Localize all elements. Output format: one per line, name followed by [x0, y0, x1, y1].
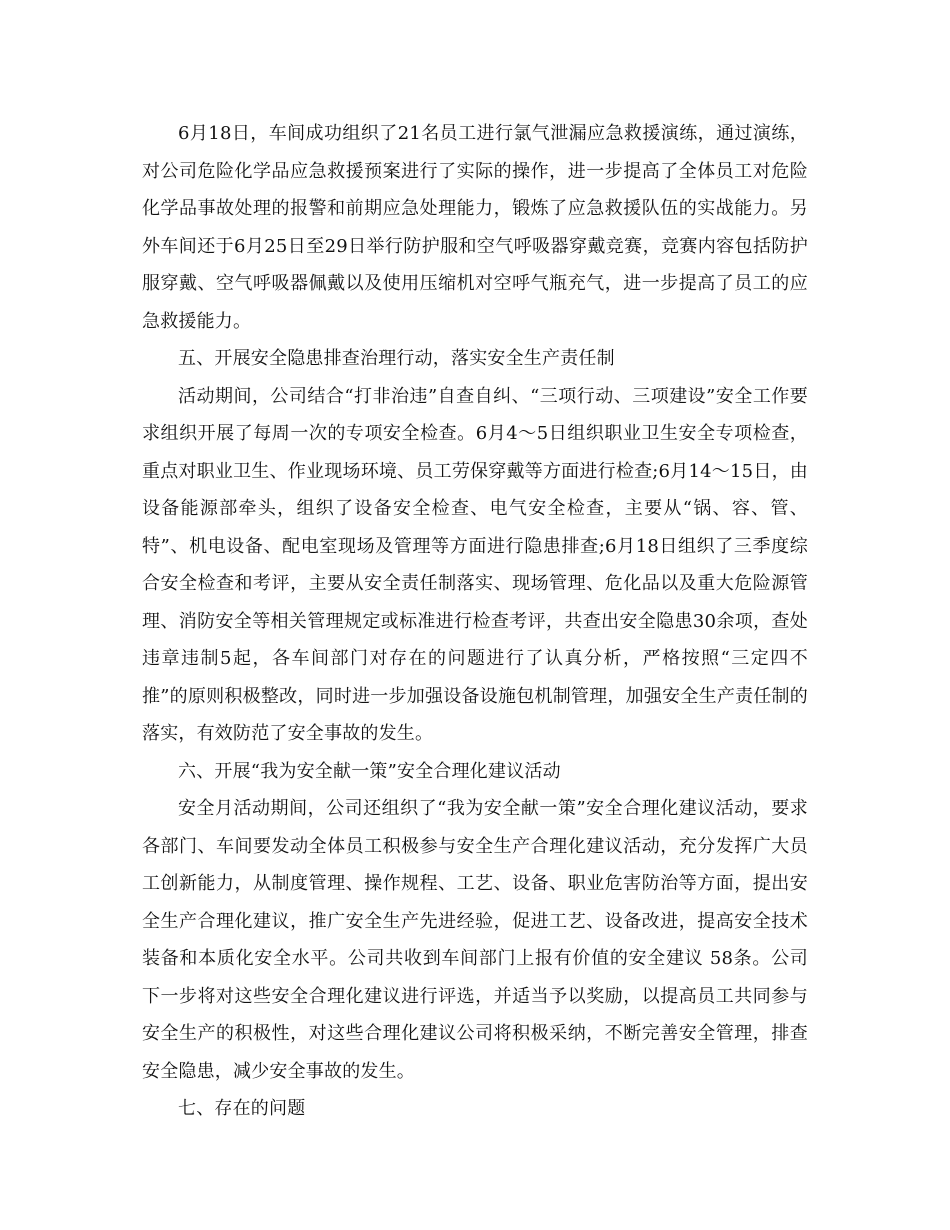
paragraph-drill-report: 6月18日，车间成功组织了21名员工进行氯气泄漏应急救援演练，通过演练，对公司危险化学品应急救援预案进行了实际的操作，进一步提高了全体员工对危险化学品事故处理的报警和前期应急处理能力，锻炼了应急救援队伍的实战能力。另外车间还于6月25日至29日举行防护服和空气呼吸器穿戴竞赛，竞赛内容包括防护服穿戴、空气呼吸器佩戴以及使用压缩机对空呼气瓶充气，进一步提高了员工的应急救援能力。 [142, 123, 808, 332]
section-heading-existing-problems: 七、存在的问题 [178, 1098, 306, 1119]
section-heading-hazard-inspection: 五、开展安全隐患排查治理行动，落实安全生产责任制 [178, 348, 615, 369]
document-body [142, 115, 808, 1128]
paragraph-safety-suggestions: 安全月活动期间，公司还组织了“我为安全献一策”安全合理化建议活动，要求各部门、车间要发动全体员工积极参与安全生产合理化建议活动，充分发挥广大员工创新能力，从制度管理、操作规程、工艺、设备、职业危害防治等方面，提出安全生产合理化建议，推广安全生产先进经验，促进工艺、设备改进，提高安全技术装备和本质化安全水平。公司共收到车间部门上报有价值的安全建议 58条。公司下一步将对这些安全合理化建议进行评选，并适当予以奖励，以提高员工共同参与安全生产的积极性，对这些合理化建议公司将积极采纳，不断完善安全管理，排查安全隐患，减少安全事故的发生。 [142, 798, 808, 1082]
paragraph-hazard-inspection: 活动期间，公司结合“打非治违”自查自纠、“三项行动、三项建设”安全工作要求组织开展了每周一次的专项安全检查。6月4～5日组织职业卫生安全专项检查，重点对职业卫生、作业现场环境、员工劳保穿戴等方面进行检查;6月14～15日，由设备能源部牵头，组织了设备安全检查、电气安全检查，主要从“锅、容、管、特”、机电设备、配电室现场及管理等方面进行隐患排查;6月18日组织了三季度综合安全检查和考评，主要从安全责任制落实、现场管理、危化品以及重大危险源管理、消防安全等相关管理规定或标准进行检查考评，共查出安全隐患30余项，查处违章违制5起，各车间部门对存在的问题进行了认真分析，严格按照“三定四不推”的原则积极整改，同时进一步加强设备设施包机制管理，加强安全生产责任制的落实，有效防范了安全事故的发生。 [142, 385, 808, 744]
section-heading-safety-suggestions: 六、开展“我为安全献一策”安全合理化建议活动 [178, 760, 561, 782]
